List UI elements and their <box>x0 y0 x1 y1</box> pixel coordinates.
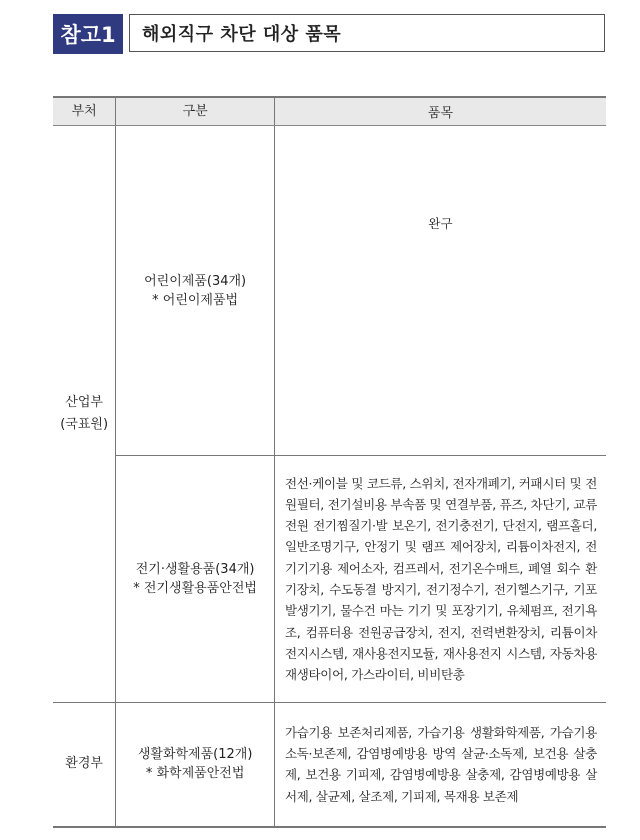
table-header-row <box>53 97 606 126</box>
category-cell <box>116 456 275 703</box>
category-law: * 화학제품안전법 <box>145 766 245 782</box>
items-text: 전선·케이블 및 코드류, 스위치, 전자개폐기, 커패시터 및 전원필터, 전기설비용 부속품 및 연결부품, 퓨즈, 차단기, 교류전원 전기찜질기·발 보온기, 전기충전기, 단전지, 램프홀더, 일반조명기구, 안정기 및 램프 제어장치, 리튬이차전지, 전기기기용 제어소자, 컴프레서, 전기온수매트, 폐열 회수 환기장치, 수도동결 방지기, 전기정수기, 전기헬스기구, 기포발생기기, 물수건 마는 기기 및 포장기기, 유체펌프, 전기욕조, 컴퓨터용 전원공급장치, 전지, 전력변환장치, 리튬이차전지시스템, 재사용전지모듈, 재사용전지 시스템, 자동차용 재생타이어, 가스라이터, 비비탄총 <box>284 475 597 683</box>
items-text: 완구 <box>428 216 453 231</box>
category-law: * 어린이제품법 <box>152 292 239 308</box>
table-row <box>53 456 606 703</box>
category-law: * 전기생활용품안전법 <box>133 581 257 596</box>
table-row <box>53 126 606 456</box>
dept-name: 환경부 <box>65 756 103 772</box>
items-cell <box>274 703 606 827</box>
header-dept: 부처 <box>53 97 116 126</box>
dept-cell-environment <box>53 703 116 827</box>
category-cell <box>116 126 275 456</box>
category-name: 전기·생활용품(34개) <box>135 562 255 577</box>
dept-cell-industry <box>53 126 116 703</box>
blocked-items-table <box>53 96 606 828</box>
items-cell <box>274 126 606 456</box>
category-cell <box>116 703 275 827</box>
dept-name: 산업부 <box>65 395 103 410</box>
table-row <box>53 703 606 827</box>
title-bar <box>53 14 606 54</box>
items-cell <box>274 456 606 703</box>
category-name: 생활화학제품(12개) <box>137 747 253 763</box>
header-category: 구분 <box>116 97 275 126</box>
reference-badge: 참고1 <box>53 14 123 54</box>
page-title: 해외직구 차단 대상 품목 <box>129 14 605 52</box>
header-items: 품목 <box>274 97 606 126</box>
dept-agency: (국표원) <box>60 417 109 432</box>
category-name: 어린이제품(34개) <box>144 273 247 289</box>
items-text: 가습기용 보존처리제품, 가습기용 생활화학제품, 가습기용 소독·보존제, 감염병예방용 방역 살균·소독제, 보건용 살충제, 보건용 기피제, 감염병예방용 살충제, 감염병예방용 살서제, 살균제, 살조제, 기피제, 목재용 보존제 <box>284 724 597 804</box>
